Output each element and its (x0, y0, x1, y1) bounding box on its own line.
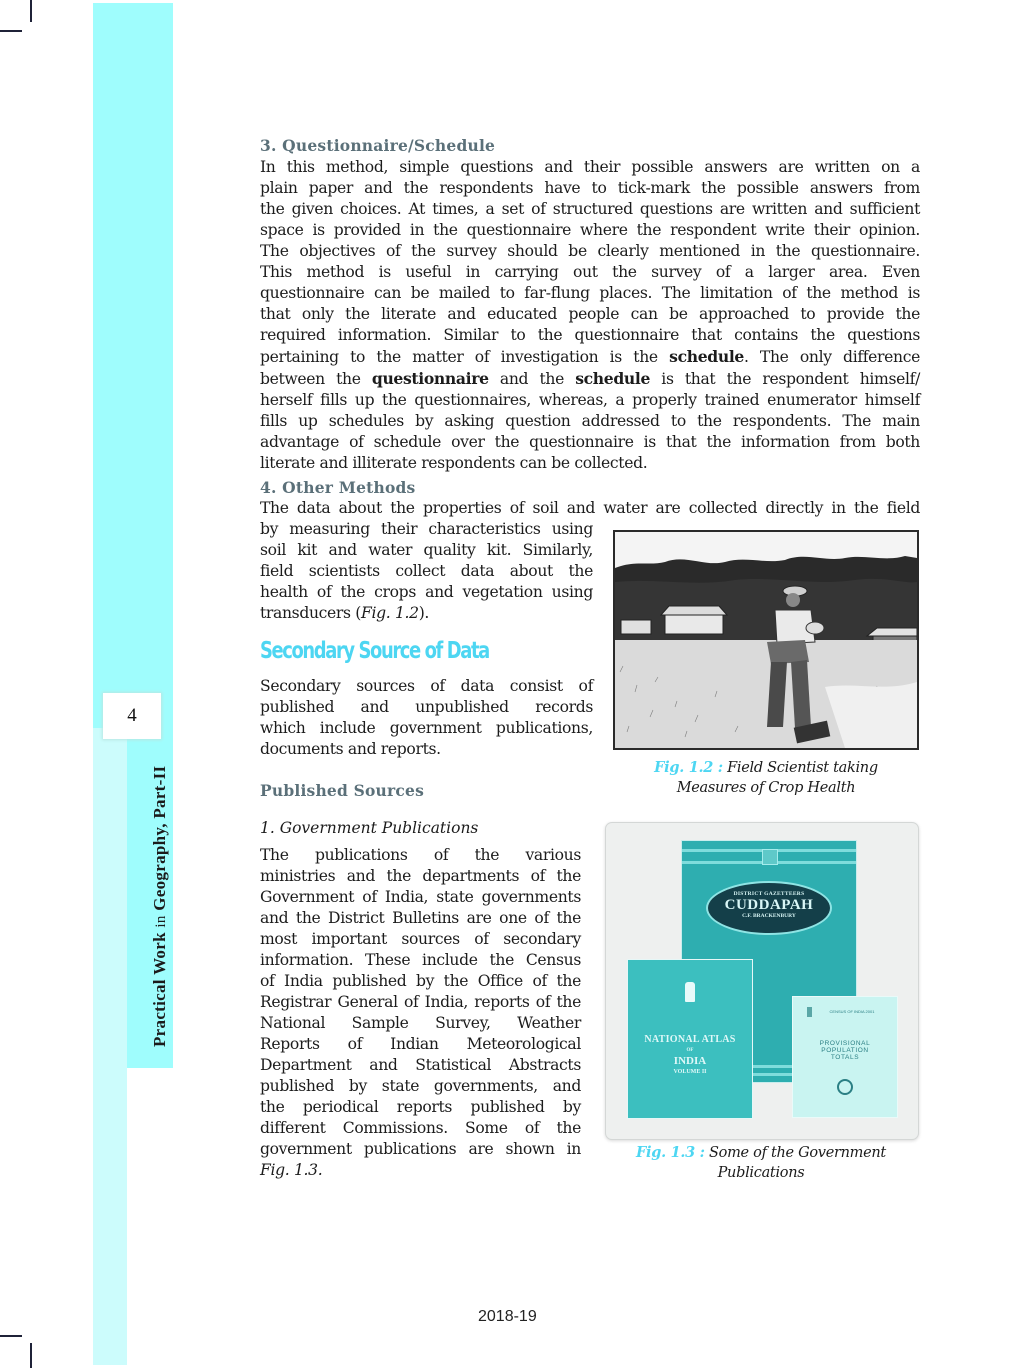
text-line: the periodical reports published by (260, 1098, 581, 1116)
text-line: Registrar General of India, reports of the (260, 993, 581, 1011)
section-secondary-text (260, 676, 593, 760)
text-line: published and unpublished records (260, 698, 593, 716)
text-line: Secondary sources of data consist of (260, 677, 593, 695)
text-line: and the District Bulletins are one of the (260, 909, 581, 927)
caption-text: Publications (717, 1165, 805, 1181)
text-line: transducers (Fig. 1.2). (260, 604, 430, 622)
section-other-methods-full-line (260, 498, 920, 519)
text-line: The publications of the various (260, 846, 581, 864)
figure-government-publications (605, 822, 919, 1140)
figure-number: Fig. 1.2 : (654, 759, 723, 776)
text-line: ministries and the departments of the (260, 867, 581, 885)
text-line: soil kit and water quality kit. Similarly, (260, 541, 593, 559)
text-line (260, 1160, 581, 1181)
figure-1-3-caption (600, 1143, 922, 1183)
caption-text: Some of the Government (709, 1145, 886, 1161)
page-number: 4 (103, 693, 161, 739)
section-government-publications-text (260, 845, 581, 1181)
text-line: The data about the properties of soil and water are collected directly in the field (260, 499, 920, 517)
text-line: government publications are shown in (260, 1140, 581, 1158)
text-line: In this method, simple questions and their possible answers are written on a (260, 158, 920, 176)
figure-reference: Fig. 1.2 (361, 604, 419, 622)
text-line: pertaining to the matter of investigation is the schedule. The only difference (260, 347, 920, 366)
crop-mark-top-horizontal (0, 30, 22, 32)
text-line: field scientists collect data about the (260, 562, 593, 580)
text-line: This method is useful in carrying out the survey of a larger area. Even (260, 263, 920, 281)
section-heading-published-sources: Published Sources (260, 781, 425, 800)
text-line: herself fills up the questionnaires, whereas, a properly trained enumerator himself (260, 391, 920, 409)
figure-field-scientist-photo (613, 530, 919, 750)
emblem-icon (807, 1007, 812, 1017)
text-line: advantage of schedule over the questionnaire is that the information from both (260, 433, 920, 451)
crop-mark-bottom-horizontal (0, 1335, 22, 1337)
caption-text: Field Scientist taking (727, 760, 878, 776)
seal-icon (837, 1079, 853, 1095)
book-title-part-1: Practical Work (150, 932, 169, 1047)
text-line: Reports of Indian Meteorological (260, 1035, 581, 1053)
book-title-vertical (150, 766, 170, 1047)
text-line: documents and reports. (260, 740, 441, 758)
text-line: by measuring their characteristics using (260, 520, 593, 538)
book-title-part-3: Geography, Part-II (150, 765, 169, 911)
footer-year: 2018-19 (478, 1308, 537, 1325)
text-line: different Commissions. Some of the (260, 1119, 581, 1137)
title-oval: DISTRICT GAZETTEERS CUDDAPAH C.F. BRACKENBURY (706, 881, 832, 935)
emblem-icon (762, 849, 778, 865)
text-line: literate and illiterate respondents can be collected. (260, 454, 648, 472)
section-questionnaire-text (260, 157, 920, 474)
figure-reference: Fig. 1.3. (260, 1161, 323, 1179)
crop-mark-bottom-vertical (30, 1343, 32, 1368)
text-line: Department and Statistical Abstracts (260, 1056, 581, 1074)
photo-illustration (615, 532, 917, 748)
book-census-provisional-totals: CENSUS OF INDIA 2001 PROVISIONAL POPULATION TOTALS (792, 996, 898, 1118)
section-heading-secondary-source: Secondary Source of Data (260, 638, 489, 664)
figure-1-2-caption (605, 758, 927, 798)
term-questionnaire: questionnaire (371, 369, 489, 388)
section-heading-other-methods: 4. Other Methods (260, 478, 416, 497)
text-line: fills up schedules by asking question addressed to the respondents. The main (260, 412, 920, 430)
text-line: between the questionnaire and the schedule is that the respondent himself/ (260, 369, 920, 388)
term-schedule: schedule (669, 347, 744, 366)
text-line: information. These include the Census (260, 951, 581, 969)
emblem-icon (685, 982, 695, 1002)
figure-number: Fig. 1.3 : (636, 1144, 705, 1161)
text-line: that only the literate and educated people can be approached to provide the (260, 305, 920, 323)
crop-mark-top-vertical (30, 0, 32, 22)
section-other-methods-text (260, 519, 593, 624)
text-line: most important sources of secondary (260, 930, 581, 948)
section-heading-questionnaire: 3. Questionnaire/Schedule (260, 136, 496, 155)
text-line: plain paper and the respondents have to tick-mark the possible answers from (260, 179, 920, 197)
book-title-part-2: in (153, 915, 169, 928)
book-national-atlas: NATIONAL ATLAS OF INDIA VOLUME II (627, 959, 753, 1119)
text-line: The objectives of the survey should be clearly mentioned in the questionnaire. (260, 242, 920, 260)
text-line: the given choices. At times, a set of structured questions are written and sufficient (260, 200, 920, 218)
text-line: published by state governments, and (260, 1077, 581, 1095)
subheading-government-publications: 1. Government Publications (260, 819, 479, 837)
text-line: which include government publications, (260, 719, 593, 737)
sidebar-band (93, 3, 173, 728)
text-line: space is provided in the questionnaire where the respondent write their opinion. (260, 221, 920, 239)
term-schedule: schedule (575, 369, 651, 388)
text-line: National Sample Survey, Weather (260, 1014, 581, 1032)
text-line: questionnaire can be mailed to far-flung places. The limitation of the method is (260, 284, 920, 302)
text-line: health of the crops and vegetation using (260, 583, 593, 601)
text-line: required information. Similar to the questionnaire that contains the questions (260, 326, 920, 344)
caption-text: Measures of Crop Health (676, 780, 856, 796)
text-line: of India published by the Office of the (260, 972, 581, 990)
text-line: Government of India, state governments (260, 888, 581, 906)
